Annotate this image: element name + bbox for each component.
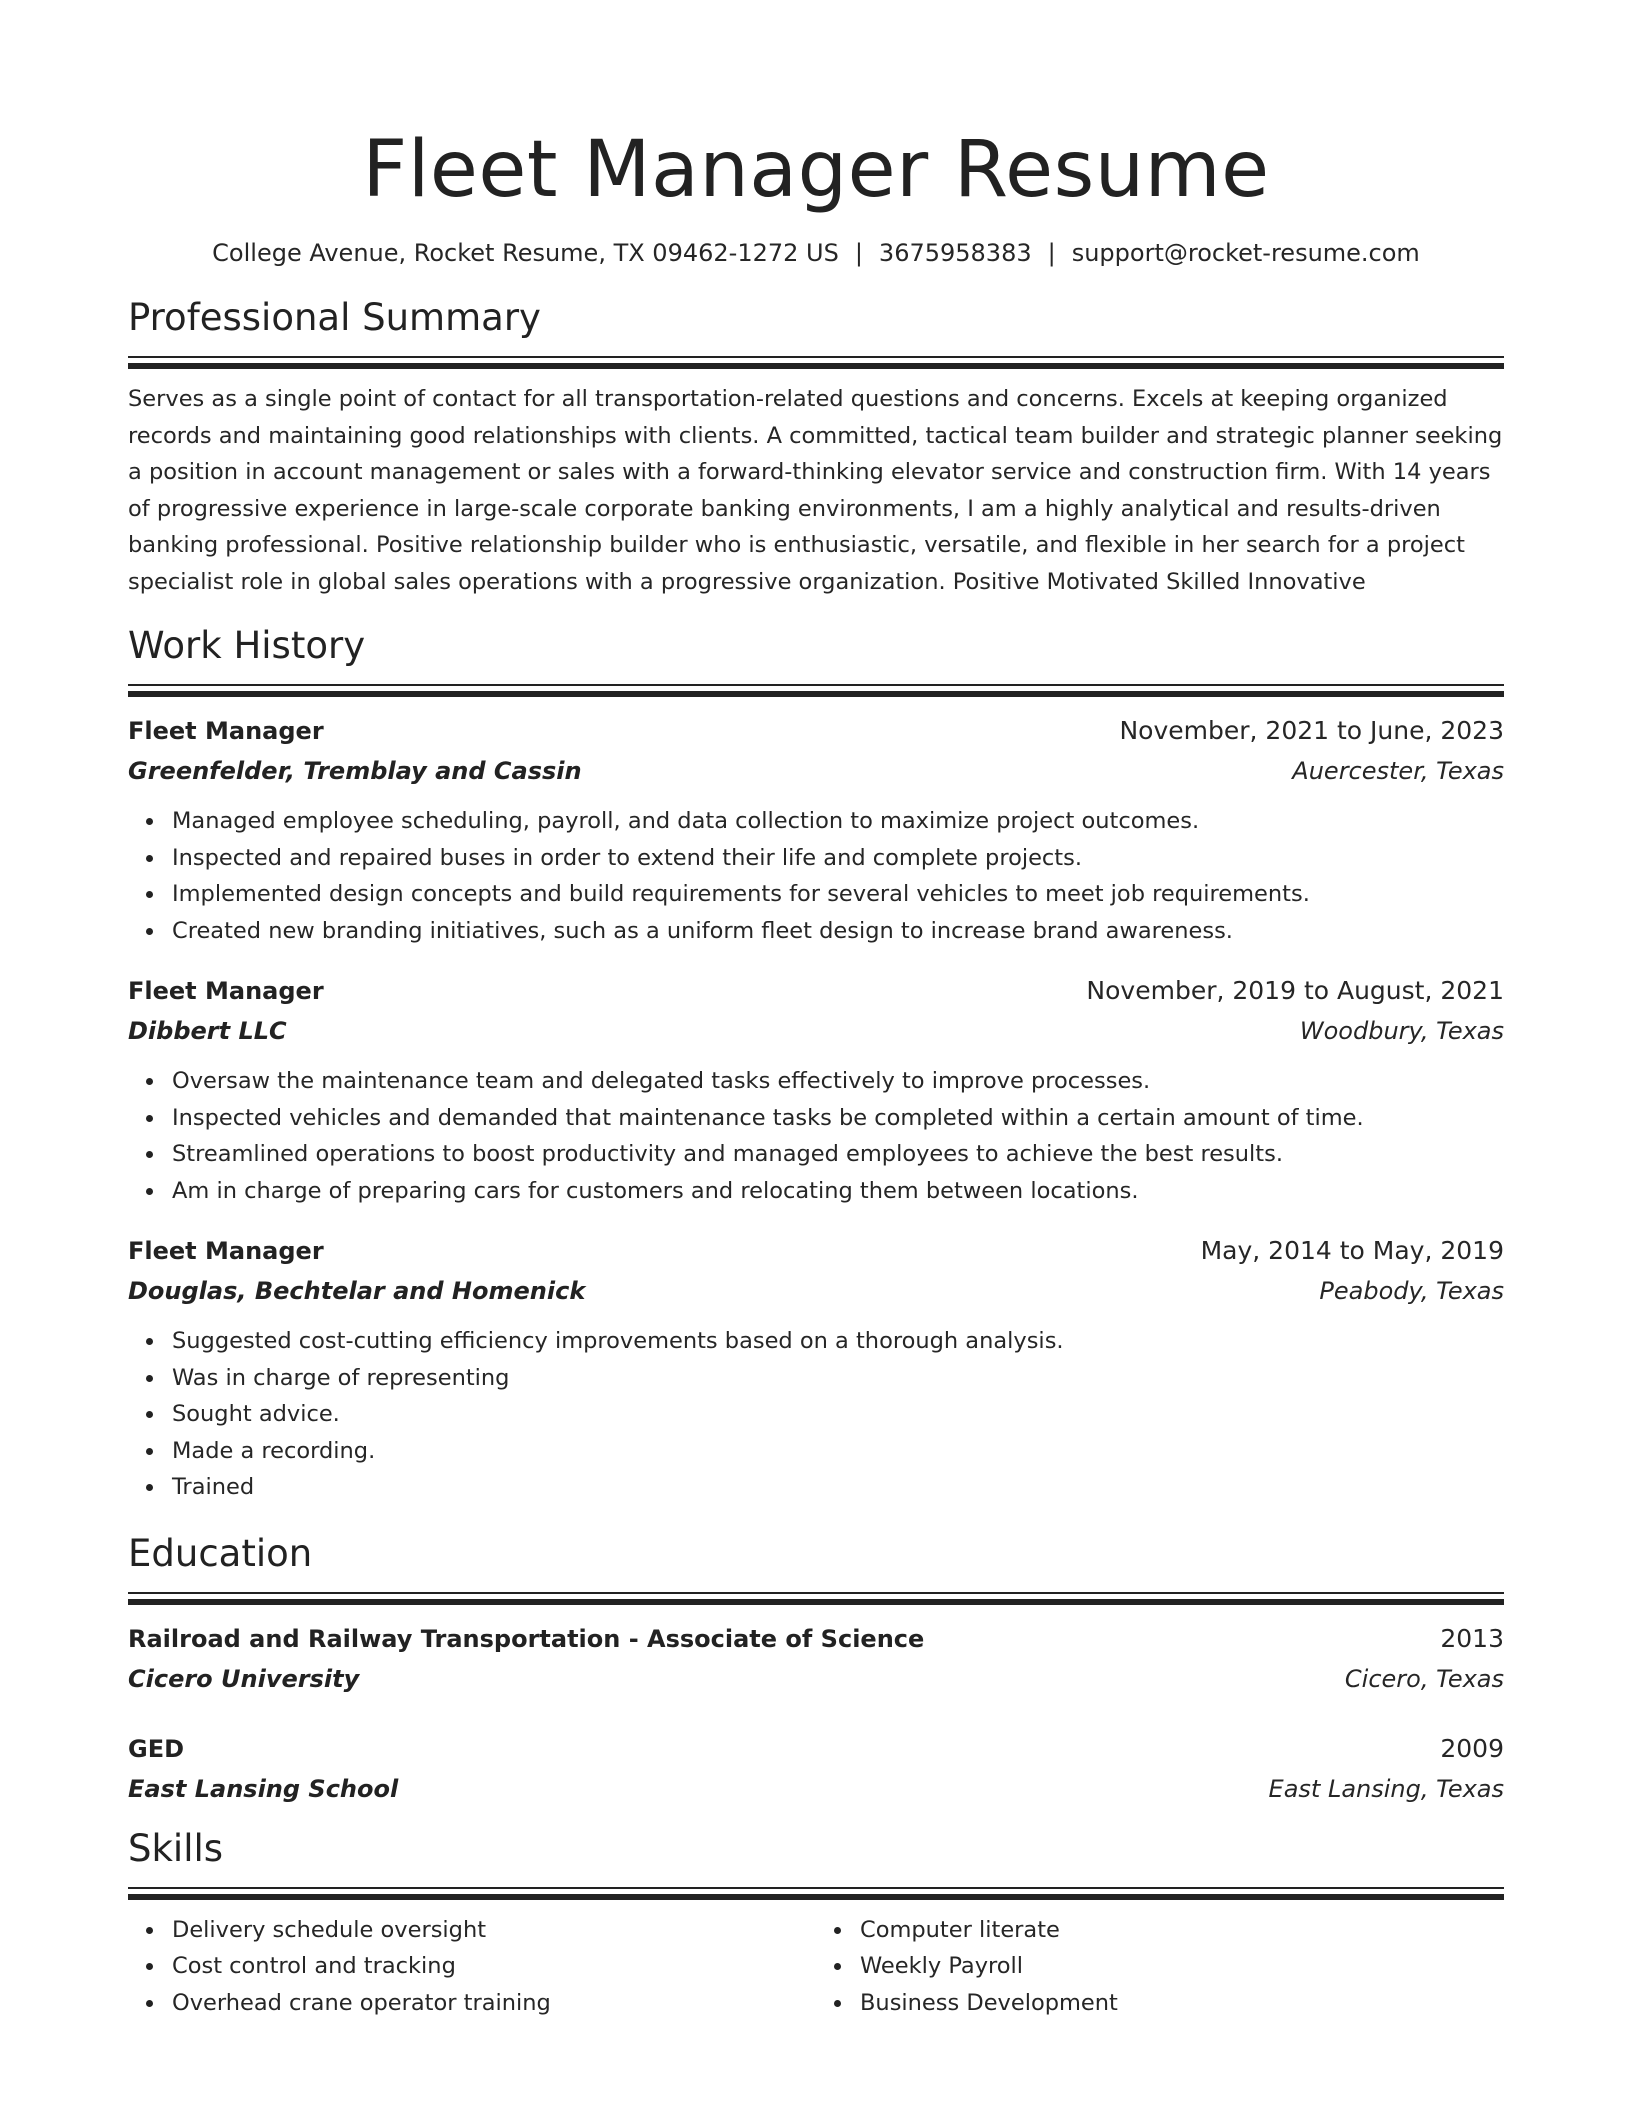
section-heading: Education	[128, 1531, 313, 1575]
job-dates: May, 2014 to May, 2019	[1200, 1236, 1504, 1265]
company-name: Dibbert LLC	[128, 1017, 287, 1045]
education-year: 2009	[1440, 1733, 1504, 1763]
section-divider	[128, 1592, 1504, 1605]
education-section	[128, 1532, 1504, 1809]
skill-item: Cost control and tracking	[172, 1948, 816, 1985]
job-title: Fleet Manager	[128, 717, 324, 745]
contact-separator: |	[1047, 239, 1056, 267]
degree-title: GED	[128, 1734, 185, 1763]
job-location: Auercester, Texas	[1292, 757, 1504, 785]
page-title: Fleet Manager Resume	[362, 125, 1270, 215]
job-entry	[128, 971, 1504, 1209]
list-item: Am in charge of preparing cars for customers and relocating them between locations.	[172, 1173, 1504, 1210]
contact-address: College Avenue, Rocket Resume, TX 09462-1272 US	[212, 239, 839, 267]
skill-item: Business Development	[860, 1985, 1504, 2022]
job-location: Woodbury, Texas	[1299, 1017, 1504, 1045]
list-item: Was in charge of representing	[172, 1360, 1504, 1397]
job-bullets	[128, 803, 1504, 949]
education-entry	[128, 1729, 1504, 1809]
section-divider	[128, 684, 1504, 697]
education-year: 2013	[1440, 1623, 1504, 1653]
job-entry	[128, 711, 1504, 949]
list-item: Sought advice.	[172, 1396, 1504, 1433]
list-item: Made a recording.	[172, 1433, 1504, 1470]
job-title: Fleet Manager	[128, 977, 324, 1005]
list-item: Created new branding initiatives, such as a uniform fleet design to increase brand awareness.	[172, 913, 1504, 950]
skill-item: Overhead crane operator training	[172, 1985, 816, 2022]
resume-page	[128, 0, 1504, 2021]
job-bullets	[128, 1063, 1504, 1209]
school-location: East Lansing, Texas	[1268, 1774, 1504, 1803]
list-item: Inspected and repaired buses in order to extend their life and complete projects.	[172, 840, 1504, 877]
list-item: Trained	[172, 1469, 1504, 1506]
job-title: Fleet Manager	[128, 1237, 324, 1265]
contact-phone: 3675958383	[878, 239, 1032, 267]
section-heading: Skills	[128, 1826, 224, 1870]
section-heading: Professional Summary	[128, 296, 541, 339]
job-dates: November, 2021 to June, 2023	[1119, 716, 1504, 745]
job-bullets	[128, 1323, 1504, 1506]
contact-email: support@rocket-resume.com	[1071, 239, 1420, 267]
summary-section	[128, 296, 1504, 600]
section-divider	[128, 356, 1504, 369]
skills-list-right	[816, 1912, 1504, 2022]
skills-list-left	[128, 1912, 816, 2022]
school-name: East Lansing School	[128, 1774, 399, 1803]
school-location: Cicero, Texas	[1344, 1664, 1504, 1693]
skill-item: Delivery schedule oversight	[172, 1912, 816, 1949]
work-history-section	[128, 624, 1504, 1506]
list-item: Suggested cost-cutting efficiency improvements based on a thorough analysis.	[172, 1323, 1504, 1360]
list-item: Implemented design concepts and build requirements for several vehicles to meet job requirements.	[172, 876, 1504, 913]
list-item: Managed employee scheduling, payroll, and data collection to maximize project outcomes.	[172, 803, 1504, 840]
skill-item: Weekly Payroll	[860, 1948, 1504, 1985]
school-name: Cicero University	[128, 1664, 360, 1693]
company-name: Douglas, Bechtelar and Homenick	[128, 1277, 586, 1305]
degree-title: Railroad and Railway Transportation - Associate of Science	[128, 1624, 925, 1653]
job-location: Peabody, Texas	[1319, 1277, 1504, 1305]
list-item: Streamlined operations to boost productivity and managed employees to achieve the best results.	[172, 1136, 1504, 1173]
skill-item: Computer literate	[860, 1912, 1504, 1949]
company-name: Greenfelder, Tremblay and Cassin	[128, 757, 582, 785]
job-dates: November, 2019 to August, 2021	[1086, 976, 1504, 1005]
section-heading: Work History	[128, 624, 366, 667]
contact-line	[128, 238, 1504, 268]
education-entry	[128, 1619, 1504, 1699]
summary-text: Serves as a single point of contact for all transportation-related questions and concerns. Excels at keeping organized records and maintaining good relationships with clients. A committed, tactical team builder and strategic planner seeking a position in account management or sales with a forward-thinking elevator service and construction firm. With 14 years of progressive experience in large-scale corporate banking environments, I am a highly analytical and results-driven banking professional. Positive relationship builder who is enthusiastic, versatile, and flexible in her search for a project specialist role in global sales operations with a progressive organization. Positive Motivated Skilled Innovative	[128, 386, 1503, 595]
skills-section	[128, 1827, 1504, 2022]
list-item: Oversaw the maintenance team and delegated tasks effectively to improve processes.	[172, 1063, 1504, 1100]
skills-columns	[128, 1912, 1504, 2022]
contact-separator: |	[854, 239, 863, 267]
list-item: Inspected vehicles and demanded that maintenance tasks be completed within a certain amount of time.	[172, 1100, 1504, 1137]
section-divider	[128, 1887, 1504, 1900]
job-entry	[128, 1231, 1504, 1506]
